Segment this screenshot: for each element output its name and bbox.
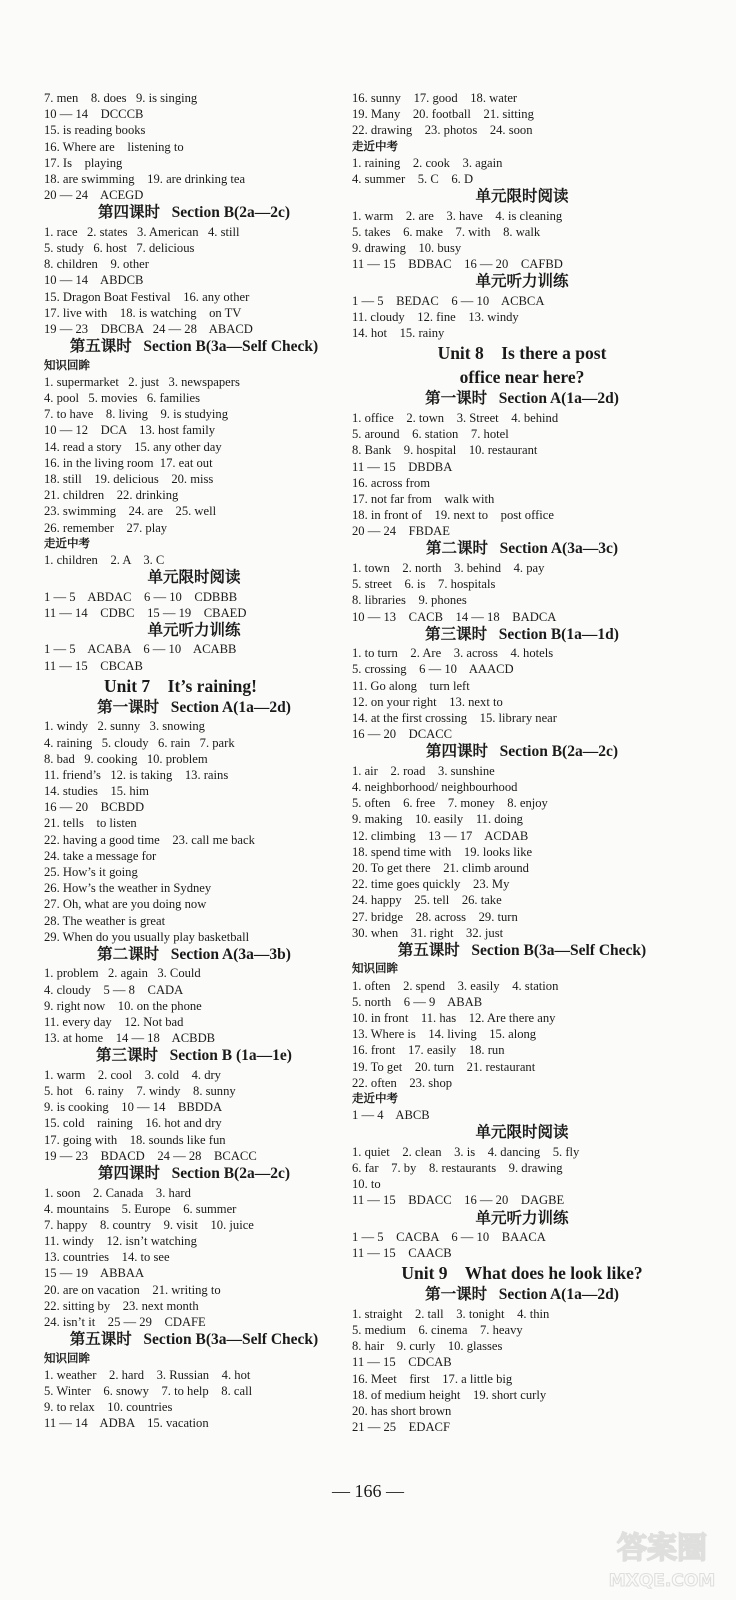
answer-line: 5. medium 6. cinema 7. heavy (352, 1323, 523, 1338)
section-heading: 第四课时 Section B(2a—2c) (97, 1165, 290, 1182)
answer-line: 13. at home 14 — 18 ACBDB (44, 1031, 216, 1046)
answer-line: 11. windy 12. isn’t watching (44, 1234, 197, 1249)
answer-line: 1. warm 2. are 3. have 4. is cleaning (352, 208, 563, 223)
answer-line: 4. neighborhood/ neighbourhood (352, 780, 518, 794)
answer-line: 11 — 14 ADBA 15. vacation (44, 1416, 209, 1431)
answer-line: 17. going with 18. sounds like fun (44, 1132, 226, 1147)
answer-line: 11. every day 12. Not bad (44, 1015, 184, 1029)
answer-line: 25. How’s it going (44, 865, 138, 879)
answer-line: 24. happy 25. tell 26. take (352, 893, 502, 908)
answer-line: 1 — 5 CACBA 6 — 10 BAACA (352, 1230, 546, 1244)
answer-line: 1. raining 2. cook 3. again (352, 155, 503, 170)
answer-line: 9. making 10. easily 11. doing (352, 812, 523, 827)
answer-line: 1. quiet 2. clean 3. is 4. dancing 5. fly (352, 1144, 580, 1159)
answer-line: 9. is cooking 10 — 14 BBDDA (44, 1100, 223, 1115)
section-heading: 单元听力训练 (475, 1209, 569, 1227)
subsection-label: 知识回眸 (44, 1352, 90, 1365)
answer-line: 5. north 6 — 9 ABAB (352, 994, 483, 1009)
answer-line: 21. children 22. drinking (44, 488, 179, 503)
section-heading: 第五课时 Section B(3a—Self Check) (69, 338, 319, 356)
answer-line: 9. drawing 10. busy (352, 241, 462, 255)
answer-line: 5. street 6. is 7. hospitals (352, 577, 496, 592)
answer-line: 16. Where are listening to (44, 139, 184, 154)
answer-line: 11 — 15 BDBAC 16 — 20 CAFBD (352, 257, 563, 272)
answer-line: 11 — 15 BDACC 16 — 20 DAGBE (352, 1193, 565, 1208)
answer-line: 22. time goes quickly 23. My (352, 877, 510, 892)
answer-line: 1 — 5 ACABA 6 — 10 ACABB (44, 642, 237, 657)
answer-line: 26. How’s the weather in Sydney (44, 881, 212, 896)
answer-line: 5. takes 6. make 7. with 8. walk (352, 224, 541, 239)
answer-line: 13. countries 14. to see (44, 1250, 170, 1265)
subsection-label: 知识回眸 (44, 359, 90, 372)
answer-line: 1. air 2. road 3. sunshine (352, 763, 495, 778)
answer-line: 19. Many 20. football 21. sitting (352, 107, 534, 122)
answer-line: 4. cloudy 5 — 8 CADA (44, 982, 184, 997)
answer-line: 16. sunny 17. good 18. water (352, 91, 518, 105)
answer-line: 10 — 14 DCCCB (44, 107, 144, 122)
section-heading: 单元限时阅读 (147, 569, 241, 587)
section-heading: 单元听力训练 (475, 273, 569, 291)
answer-line: 16 — 20 DCACC (352, 727, 453, 742)
watermark-logo (598, 1524, 726, 1592)
section-heading: 第二课时 Section A(3a—3c) (425, 540, 618, 558)
answer-line: 1. to turn 2. Are 3. across 4. hotels (352, 646, 554, 661)
answer-line: 11 — 15 CDCAB (352, 1355, 452, 1370)
answer-line: 17. not far from walk with (352, 491, 495, 506)
answer-line: 1 — 5 BEDAC 6 — 10 ACBCA (352, 293, 545, 308)
answer-line: 20 — 24 ACEGD (44, 188, 144, 203)
answer-line: 29. When do you usually play basketball (44, 929, 250, 944)
section-heading: 第三课时 Section B(1a—1d) (425, 625, 619, 643)
answer-line: 1. weather 2. hard 3. Russian 4. hot (44, 1367, 251, 1382)
answer-line: 26. remember 27. play (44, 520, 168, 535)
answer-line: 22. sitting by 23. next month (44, 1298, 199, 1313)
watermark-url: MXQE.COM (608, 1571, 716, 1591)
answer-line: 1 — 5 ABDAC 6 — 10 CDBBB (44, 589, 238, 604)
answer-line: 9. to relax 10. countries (44, 1400, 173, 1415)
section-heading: 第五课时 Section B(3a—Self Check) (397, 941, 647, 959)
answer-line: 11. friend’s 12. is taking 13. rains (44, 767, 229, 782)
answer-line: 14. at the first crossing 15. library near (352, 710, 557, 725)
answer-line: 5. crossing 6 — 10 AAACD (352, 662, 514, 677)
answer-line: 15. Dragon Boat Festival 16. any other (44, 289, 250, 304)
section-heading: 第二课时 Section A(3a—3b) (97, 945, 291, 963)
answer-line: 16. in the living room 17. eat out (44, 455, 213, 470)
answer-line: 20. has short brown (352, 1404, 452, 1418)
answer-line: 7. to have 8. living 9. is studying (44, 407, 229, 422)
subsection-label: 走近中考 (352, 1092, 398, 1105)
answer-line: 20 — 24 FBDAE (352, 524, 450, 539)
page-number: — 166 — (332, 1481, 404, 1501)
section-heading: 第三课时 Section B (1a—1e) (96, 1047, 292, 1065)
answer-line: 15. cold raining 16. hot and dry (44, 1116, 222, 1131)
section-heading: 第一课时 Section A(1a—2d) (425, 1286, 619, 1304)
answer-column-right (352, 90, 692, 1435)
answer-line: 8. bad 9. cooking 10. problem (44, 751, 208, 766)
answer-line: 16. across from (352, 475, 430, 490)
answer-line: 14. hot 15. rainy (352, 326, 445, 341)
answer-line: 8. libraries 9. phones (352, 593, 467, 608)
answer-line: 24. isn’t it 25 — 29 CDAFE (44, 1315, 206, 1329)
answer-line: 14. studies 15. him (44, 784, 149, 799)
answer-line: 8. children 9. other (44, 257, 149, 272)
answer-line: 11. cloudy 12. fine 13. windy (352, 310, 519, 325)
answer-line: 11 — 15 CBCAB (44, 658, 143, 673)
answer-line: 8. hair 9. curly 10. glasses (352, 1339, 503, 1354)
watermark-logo-text: 答案圈 (617, 1531, 707, 1566)
answer-line: 5. Winter 6. snowy 7. to help 8. call (44, 1384, 253, 1399)
answer-line: 1. town 2. north 3. behind 4. pay (352, 560, 545, 575)
unit-title: Unit 9 What does he look like? (401, 1263, 643, 1284)
answer-line: 1. office 2. town 3. Street 4. behind (352, 410, 559, 425)
answer-line: 1. race 2. states 3. American 4. still (44, 224, 240, 239)
unit-title: office near here? (459, 367, 585, 388)
answer-line: 19 — 23 DBCBA 24 — 28 ABACD (44, 321, 253, 336)
answer-line: 5. often 6. free 7. money 8. enjoy (352, 796, 548, 811)
answer-line: 10. in front 11. has 12. Are there any (352, 1010, 556, 1025)
answer-line: 16. Meet first 17. a little big (352, 1371, 513, 1386)
answer-line: 8. Bank 9. hospital 10. restaurant (352, 443, 538, 458)
answer-column-left (44, 90, 344, 1432)
section-heading: 第四课时 Section B(2a—2c) (97, 204, 290, 222)
answer-line: 22. drawing 23. photos 24. soon (352, 123, 533, 138)
answer-line: 1 — 4 ABCB (352, 1108, 430, 1123)
answer-line: 1. windy 2. sunny 3. snowing (44, 719, 205, 734)
answer-line: 1. children 2. A 3. C (44, 552, 165, 567)
answer-line: 10 — 13 CACB 14 — 18 BADCA (352, 609, 557, 624)
answer-line: 18. spend time with 19. looks like (352, 844, 533, 859)
answer-line: 6. far 7. by 8. restaurants 9. drawing (352, 1160, 563, 1175)
answer-line: 22. having a good time 23. call me back (44, 832, 255, 847)
answer-line: 7. men 8. does 9. is singing (44, 91, 198, 105)
answer-line: 28. The weather is great (44, 913, 166, 928)
answer-line: 11 — 15 CAACB (352, 1246, 452, 1261)
answer-line: 24. take a message for (44, 848, 157, 863)
answer-line: 5. hot 6. rainy 7. windy 8. sunny (44, 1084, 236, 1099)
unit-title: Unit 8 Is there a post (437, 343, 607, 364)
section-heading: 第一课时 Section A(1a—2d) (425, 390, 619, 408)
answer-line: 1. soon 2. Canada 3. hard (44, 1185, 191, 1200)
answer-line: 4. mountains 5. Europe 6. summer (44, 1201, 237, 1216)
answer-line: 4. raining 5. cloudy 6. rain 7. park (44, 735, 235, 750)
section-heading: 单元听力训练 (147, 621, 241, 639)
answer-line: 4. summer 5. C 6. D (352, 171, 474, 186)
answer-line: 1. straight 2. tall 3. tonight 4. thin (352, 1306, 550, 1321)
section-heading: 第四课时 Section B(2a—2c) (425, 743, 618, 761)
answer-line: 1. problem 2. again 3. Could (44, 966, 201, 981)
answer-line: 15 — 19 ABBAA (44, 1266, 145, 1281)
answer-line: 21 — 25 EDACF (352, 1420, 450, 1435)
answer-line: 10. to (352, 1177, 381, 1192)
answer-line: 1. warm 2. cool 3. cold 4. dry (44, 1067, 221, 1082)
answer-line: 4. pool 5. movies 6. families (44, 391, 201, 405)
answer-line: 27. bridge 28. across 29. turn (352, 909, 518, 924)
answer-line: 20. are on vacation 21. writing to (44, 1282, 221, 1297)
answer-line: 5. around 6. station 7. hotel (352, 427, 509, 442)
answer-line: 12. on your right 13. next to (352, 694, 503, 709)
answer-line: 15. is reading books (44, 123, 146, 138)
answer-line: 18. of medium height 19. short curly (352, 1387, 547, 1402)
answer-line: 18. are swimming 19. are drinking tea (44, 171, 246, 186)
section-heading: 第一课时 Section A(1a—2d) (97, 698, 291, 716)
answer-line: 1. supermarket 2. just 3. newspapers (44, 374, 240, 389)
answer-line: 19 — 23 BDACD 24 — 28 BCACC (44, 1148, 257, 1163)
subsection-label: 走近中考 (352, 140, 398, 153)
answer-line: 21. tells to listen (44, 816, 137, 831)
answer-line: 11 — 14 CDBC 15 — 19 CBAED (44, 605, 247, 620)
answer-line: 16 — 20 BCBDD (44, 800, 145, 815)
section-heading: 单元限时阅读 (475, 188, 569, 206)
answer-line: 12. climbing 13 — 17 ACDAB (352, 828, 529, 843)
answer-line: 5. study 6. host 7. delicious (44, 241, 195, 255)
answer-line: 19. To get 20. turn 21. restaurant (352, 1059, 536, 1074)
answer-line: 27. Oh, what are you doing now (44, 897, 207, 912)
unit-title: Unit 7 It’s raining! (104, 675, 257, 696)
answer-line: 7. happy 8. country 9. visit 10. juice (44, 1217, 254, 1232)
answer-line: 17. Is playing (44, 155, 123, 170)
answer-line: 18. in front of 19. next to post office (352, 508, 554, 523)
answer-line: 10 — 12 DCA 13. host family (44, 423, 216, 438)
answer-line: 11. Go along turn left (352, 678, 470, 693)
subsection-label: 知识回眸 (352, 963, 398, 976)
answer-line: 10 — 14 ABDCB (44, 273, 144, 288)
answer-line: 22. often 23. shop (352, 1075, 453, 1090)
answer-line: 13. Where is 14. living 15. along (352, 1027, 537, 1042)
section-heading: 单元限时阅读 (475, 1124, 569, 1142)
subsection-label: 走近中考 (44, 537, 90, 550)
answer-line: 16. front 17. easily 18. run (352, 1043, 505, 1058)
answer-line: 17. live with 18. is watching on TV (44, 305, 242, 320)
answer-line: 9. right now 10. on the phone (44, 998, 202, 1013)
section-heading: 第五课时 Section B(3a—Self Check) (69, 1331, 319, 1349)
answer-line: 30. when 31. right 32. just (352, 925, 504, 940)
answer-line: 14. read a story 15. any other day (44, 439, 222, 454)
answer-line: 20. To get there 21. climb around (352, 860, 529, 875)
answer-line: 1. often 2. spend 3. easily 4. station (352, 978, 559, 993)
answer-line: 23. swimming 24. are 25. well (44, 504, 217, 519)
answer-line: 18. still 19. delicious 20. miss (44, 471, 214, 486)
answer-line: 11 — 15 DBDBA (352, 459, 453, 474)
